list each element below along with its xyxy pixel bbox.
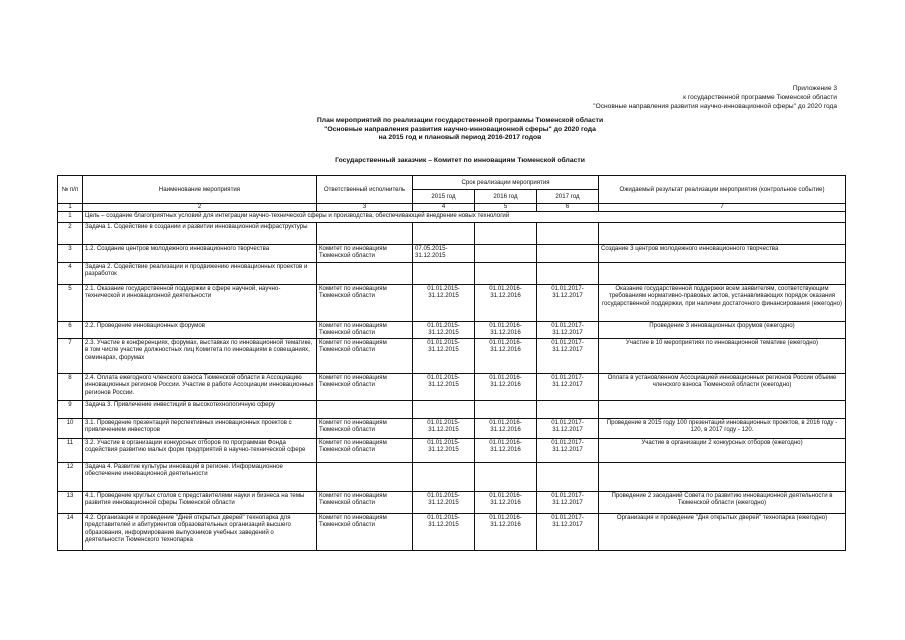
expected-result: Проведение 3 инновационных форумов (ежегодно)	[599, 322, 846, 339]
row-num: 3	[58, 245, 83, 263]
activity-row	[58, 322, 846, 339]
term-2015	[413, 463, 475, 492]
col-number: 2	[83, 204, 317, 212]
col-number: 5	[475, 204, 537, 212]
term-2017: 01.01.2017-31.12.2017	[537, 439, 599, 463]
activity-name: Задача 1. Содействие в создании и развитии инновационной инфраструктуры	[83, 223, 317, 245]
activity-row	[58, 514, 846, 551]
term-2015	[413, 263, 475, 285]
term-2017	[537, 401, 599, 419]
row-num: 9	[58, 401, 83, 419]
activity-name: 2.4. Оплата ежегодного членского взноса Тюменской области в Ассоциацию инновационных регионов России. Участие в работе Ассоциации инновационных регионов России.	[83, 374, 317, 401]
term-2017: 01.01.2017-31.12.2017	[537, 419, 599, 439]
term-2017: 01.01.2017-31.12.2017	[537, 322, 599, 339]
task-row	[58, 263, 846, 285]
expected-result	[599, 401, 846, 419]
title-line-2: "Основные направления развития научно-инновационной сферы" до 2020 года	[324, 125, 596, 133]
activity-row	[58, 439, 846, 463]
expected-result: Оказание государственной поддержки всем заявителям, соответствующим требованиям нормативно-правовых актов, устанавливающих порядок оказания государственной поддержки, при наличии достаточного финансирования (ежегодно)	[599, 285, 846, 322]
executor: Комитет по инновациям Тюменской области	[317, 439, 413, 463]
term-2015: 01.01.2015-31.12.2015	[413, 419, 475, 439]
executor	[317, 223, 413, 245]
appendix-line-1: Приложение 3	[792, 85, 837, 92]
header-result: Ожидаемый результат реализации мероприятия (контрольное событие)	[599, 176, 846, 204]
header-term: Срок реализации мероприятия	[413, 176, 599, 190]
activity-name: 1.2. Создание центров молодежного инновационного творчества	[83, 245, 317, 263]
row-num: 14	[58, 514, 83, 551]
row-num: 5	[58, 285, 83, 322]
term-2016	[475, 401, 537, 419]
executor: Комитет по инновациям Тюменской области	[317, 339, 413, 374]
expected-result	[599, 223, 846, 245]
activity-row	[58, 339, 846, 374]
activity-row	[58, 245, 846, 263]
executor	[317, 401, 413, 419]
appendix-line-3: "Основные направления развития научно-инновационной сферы" до 2020 года	[593, 103, 837, 110]
executor: Комитет по инновациям Тюменской области	[317, 374, 413, 401]
term-2016	[475, 463, 537, 492]
appendix-note	[593, 84, 837, 111]
term-2016: 01.01.2016-31.12.2016	[475, 339, 537, 374]
executor: Комитет по инновациям Тюменской области	[317, 322, 413, 339]
row-num: 7	[58, 339, 83, 374]
term-2017: 01.01.2017-31.12.2017	[537, 285, 599, 322]
term-2015: 01.01.2015-31.12.2015	[413, 322, 475, 339]
row-num: 12	[58, 463, 83, 492]
expected-result: Оплата в установленном Ассоциацией инновационных регионов России объеме членского взноса Тюменской области (ежегодно)	[599, 374, 846, 401]
row-num: 6	[58, 322, 83, 339]
activity-name: 2.3. Участие в конференциях, форумах, выставках по инновационной тематике, в том числе участие должностных лиц Комитета по инновациям в совещаниях, семинарах, форумах	[83, 339, 317, 374]
term-2016: 01.01.2016-31.12.2016	[475, 374, 537, 401]
executor: Комитет по инновациям Тюменской области	[317, 419, 413, 439]
activity-name: Задача 3. Привлечение инвестиций в высокотехнологичную сферу	[83, 401, 317, 419]
term-2017	[537, 245, 599, 263]
row-num: 11	[58, 439, 83, 463]
term-2015: 01.01.2015-31.12.2015	[413, 339, 475, 374]
title-line-1: План мероприятий по реализации государственной программы Тюменской области	[316, 117, 604, 124]
term-2016: 01.01.2016-31.12.2016	[475, 419, 537, 439]
activity-name: 2.2. Проведение инновационных форумов	[83, 322, 317, 339]
row-num: 10	[58, 419, 83, 439]
row-num: 13	[58, 492, 83, 514]
term-2017	[537, 463, 599, 492]
term-2016: 01.01.2016-31.12.2016	[475, 322, 537, 339]
row-num: 2	[58, 223, 83, 245]
term-2016	[475, 245, 537, 263]
goal-num: 1	[58, 212, 83, 223]
document-title	[200, 117, 720, 143]
state-customer: Государственный заказчик – Комитет по инновациям Тюменской области	[335, 157, 585, 164]
activity-name: 4.2. Организация и проведение "Дней открытых дверей" технопарка для представителей и абитуриентов образовательных организаций высшего образования, информирование выпускников учебных заведений о деятельности Тюменского технопарка	[83, 514, 317, 551]
term-2015: 01.01.2015-31.12.2015	[413, 492, 475, 514]
activity-row	[58, 492, 846, 514]
col-number: 3	[317, 204, 413, 212]
term-2015: 07.05.2015-31.12.2015	[413, 245, 475, 263]
expected-result: Участие в организации 2 конкурсных отборов (ежегодно)	[599, 439, 846, 463]
goal-row	[58, 212, 846, 223]
executor	[317, 263, 413, 285]
term-2016: 01.01.2016-31.12.2016	[475, 492, 537, 514]
header-2015: 2015 год	[413, 190, 475, 204]
activity-row	[58, 374, 846, 401]
activity-name: 2.1. Оказание государственной поддержки в сфере научной, научно-технической и инновационной деятельности	[83, 285, 317, 322]
activity-name: Задача 2. Содействие реализации и продвижению инновационных проектов и разработок	[83, 263, 317, 285]
term-2017	[537, 223, 599, 245]
term-2017: 01.01.2017-31.12.2017	[537, 514, 599, 551]
header-name: Наименование мероприятия	[83, 176, 317, 204]
executor: Комитет по инновациям Тюменской области	[317, 245, 413, 263]
task-row	[58, 463, 846, 492]
term-2016	[475, 263, 537, 285]
col-number: 1	[58, 204, 83, 212]
expected-result	[599, 263, 846, 285]
header-2017: 2017 год	[537, 190, 599, 204]
term-2017: 01.01.2017-31.12.2017	[537, 374, 599, 401]
header-num: № п/п	[58, 176, 83, 204]
term-2016: 01.01.2016-31.12.2016	[475, 439, 537, 463]
term-2015: 01.01.2015-31.12.2015	[413, 374, 475, 401]
term-2017: 01.01.2017-31.12.2017	[537, 339, 599, 374]
col-number: 6	[537, 204, 599, 212]
executor: Комитет по инновациям Тюменской области	[317, 514, 413, 551]
term-2017: 01.01.2017-31.12.2017	[537, 492, 599, 514]
header-row-1	[58, 176, 846, 190]
term-2015	[413, 223, 475, 245]
activity-name: 3.1. Проведение презентаций перспективных инновационных проектов с привлечением инвесторов	[83, 419, 317, 439]
expected-result: Создание 3 центров молодежного инновационного творчества	[599, 245, 846, 263]
expected-result: Проведение 2 заседаний Совета по развитию инновационной деятельности в Тюменской области (ежегодно)	[599, 492, 846, 514]
activity-name: Задача 4. Развитие культуры инноваций в регионе. Информационное обеспечение инновационной деятельности	[83, 463, 317, 492]
column-number-row	[58, 204, 846, 212]
activity-row	[58, 285, 846, 322]
term-2015	[413, 401, 475, 419]
term-2016	[475, 223, 537, 245]
term-2015: 01.01.2015-31.12.2015	[413, 439, 475, 463]
row-num: 8	[58, 374, 83, 401]
term-2016: 01.01.2016-31.12.2016	[475, 514, 537, 551]
title-line-3: на 2015 год и плановый период 2016-2017 годов	[378, 134, 542, 141]
col-number: 4	[413, 204, 475, 212]
executor: Комитет по инновациям Тюменской области	[317, 285, 413, 322]
expected-result: Организация и проведение "Дня открытых дверей" технопарка (ежегодно)	[599, 514, 846, 551]
activity-name: 3.2. Участие в организации конкурсных отборов по программам Фонда содействия развитию малых форм предприятий в научно-технической сфере	[83, 439, 317, 463]
activity-row	[58, 419, 846, 439]
activity-name: 4.1. Проведение круглых столов с представителями науки и бизнеса на темы развития инновационной сферы Тюменской области	[83, 492, 317, 514]
term-2015: 01.01.2015-31.12.2015	[413, 514, 475, 551]
header-2016: 2016 год	[475, 190, 537, 204]
col-number: 7	[599, 204, 846, 212]
expected-result: Участие в 10 мероприятиях по инновационной тематике (ежегодно)	[599, 339, 846, 374]
goal-text: Цель – создание благоприятных условий для интеграции научно-технической сферы и производства, обеспечивающей внедрение новых технологий	[83, 212, 846, 223]
expected-result: Проведение в 2015 году 100 презентаций инновационных проектов, в 2016 году - 120, в 2017 году - 120.	[599, 419, 846, 439]
task-row	[58, 401, 846, 419]
term-2015: 01.01.2015-31.12.2015	[413, 285, 475, 322]
plan-table	[57, 175, 846, 551]
task-row	[58, 223, 846, 245]
term-2017	[537, 263, 599, 285]
executor: Комитет по инновациям Тюменской области	[317, 492, 413, 514]
row-num: 4	[58, 263, 83, 285]
appendix-line-2: к государственной программе Тюменской области	[683, 94, 837, 101]
expected-result	[599, 463, 846, 492]
term-2016: 01.01.2016-31.12.2016	[475, 285, 537, 322]
header-executor: Ответственный исполнитель	[317, 176, 413, 204]
executor	[317, 463, 413, 492]
